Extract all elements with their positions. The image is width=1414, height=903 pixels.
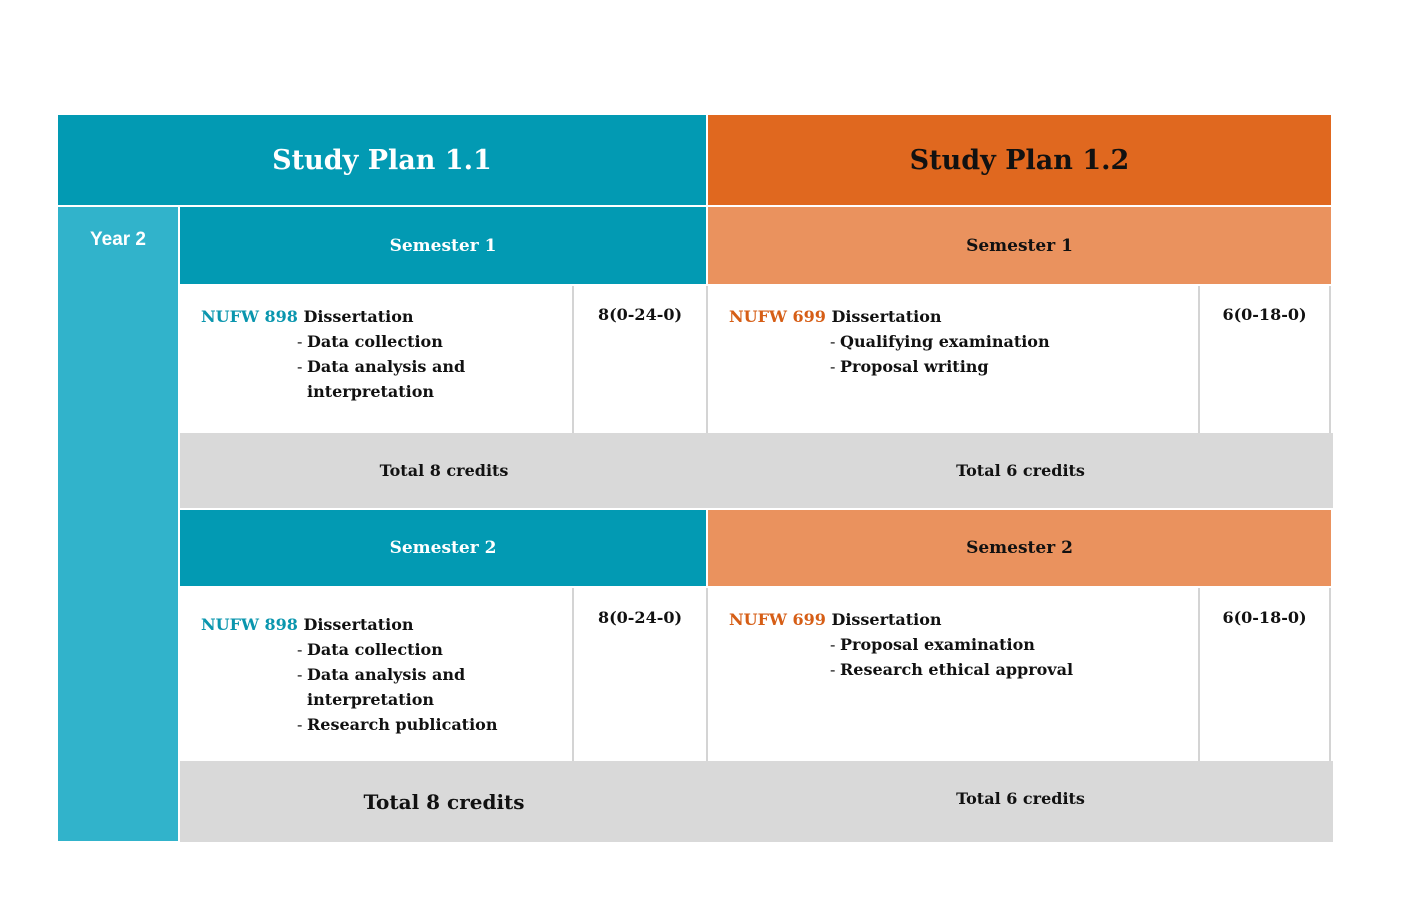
- study-plan-1-1-title: Study Plan 1.1: [272, 144, 492, 176]
- semester-title: Semester 2: [389, 538, 497, 558]
- course-item: - Research ethical approval: [830, 657, 1198, 682]
- course-item: - Data collection: [297, 637, 517, 662]
- plan-1-1-semester-1-course-cell: [180, 286, 574, 433]
- plan-1-2-semester-1-total: [708, 433, 1333, 508]
- plan-1-2-semester-1-course-cell: [708, 286, 1200, 433]
- year-column: [58, 207, 178, 841]
- total-credits: Total 8 credits: [379, 461, 509, 480]
- plan-1-1-semester-1-total: [180, 433, 708, 508]
- credit-value: 8(0-24-0): [597, 608, 683, 627]
- study-plan-1-1-header: [58, 115, 706, 205]
- semester-title: Semester 2: [966, 538, 1073, 558]
- total-credits: Total 8 credits: [363, 789, 525, 814]
- course-items: [830, 632, 1198, 682]
- course-items: [830, 329, 1198, 379]
- course-code: NUFW 898: [201, 307, 298, 326]
- plan-1-2-semester-1-credit-cell: [1200, 286, 1331, 433]
- plan-1-1-semester-1-credit-cell: [574, 286, 708, 433]
- course-name: Dissertation: [831, 307, 942, 326]
- plan-1-2-semester-2-total: [708, 761, 1333, 842]
- course-line: [729, 304, 1198, 329]
- plan-1-1-semester-2-course-cell: [180, 588, 574, 761]
- plan-1-2-semester-1-header: [708, 207, 1331, 284]
- study-plan-1-2-title: Study Plan 1.2: [909, 144, 1130, 176]
- course-name: Dissertation: [831, 610, 942, 629]
- course-items: [297, 637, 517, 737]
- credit-value: 6(0-18-0): [1222, 305, 1307, 324]
- plan-1-1-semester-2-credit-cell: [574, 588, 708, 761]
- plan-1-1-semester-2-header: [180, 510, 706, 586]
- course-items: [297, 329, 497, 404]
- semester-title: Semester 1: [966, 235, 1073, 256]
- plan-1-2-semester-2-credit-cell: [1200, 588, 1331, 761]
- course-line: [729, 607, 1198, 632]
- course-item: - Qualifying examination: [830, 329, 1198, 354]
- plan-1-2-semester-2-course-cell: [708, 588, 1200, 761]
- course-item: - Data collection: [297, 329, 497, 354]
- course-name: Dissertation: [303, 307, 414, 326]
- credit-value: 6(0-18-0): [1222, 608, 1307, 627]
- plan-1-1-semester-1-header: [180, 207, 706, 284]
- course-code: NUFW 699: [729, 610, 826, 629]
- course-item: - Research publication: [297, 712, 517, 737]
- course-line: [201, 612, 572, 637]
- total-credits: Total 6 credits: [956, 789, 1085, 808]
- study-plan-1-2-header: [708, 115, 1331, 205]
- year-label: Year 2: [90, 229, 146, 250]
- course-item: - Data analysis and interpretation: [297, 354, 497, 404]
- course-item: - Proposal examination: [830, 632, 1198, 657]
- course-item: - Proposal writing: [830, 354, 1198, 379]
- course-name: Dissertation: [303, 615, 414, 634]
- total-credits: Total 6 credits: [956, 461, 1085, 480]
- credit-value: 8(0-24-0): [597, 305, 683, 324]
- course-code: NUFW 699: [729, 307, 826, 326]
- plan-1-2-semester-2-header: [708, 510, 1331, 586]
- course-code: NUFW 898: [201, 615, 298, 634]
- plan-1-1-semester-2-total: [180, 761, 708, 842]
- course-item: - Data analysis and interpretation: [297, 662, 487, 712]
- semester-title: Semester 1: [389, 235, 497, 256]
- course-line: [201, 304, 572, 329]
